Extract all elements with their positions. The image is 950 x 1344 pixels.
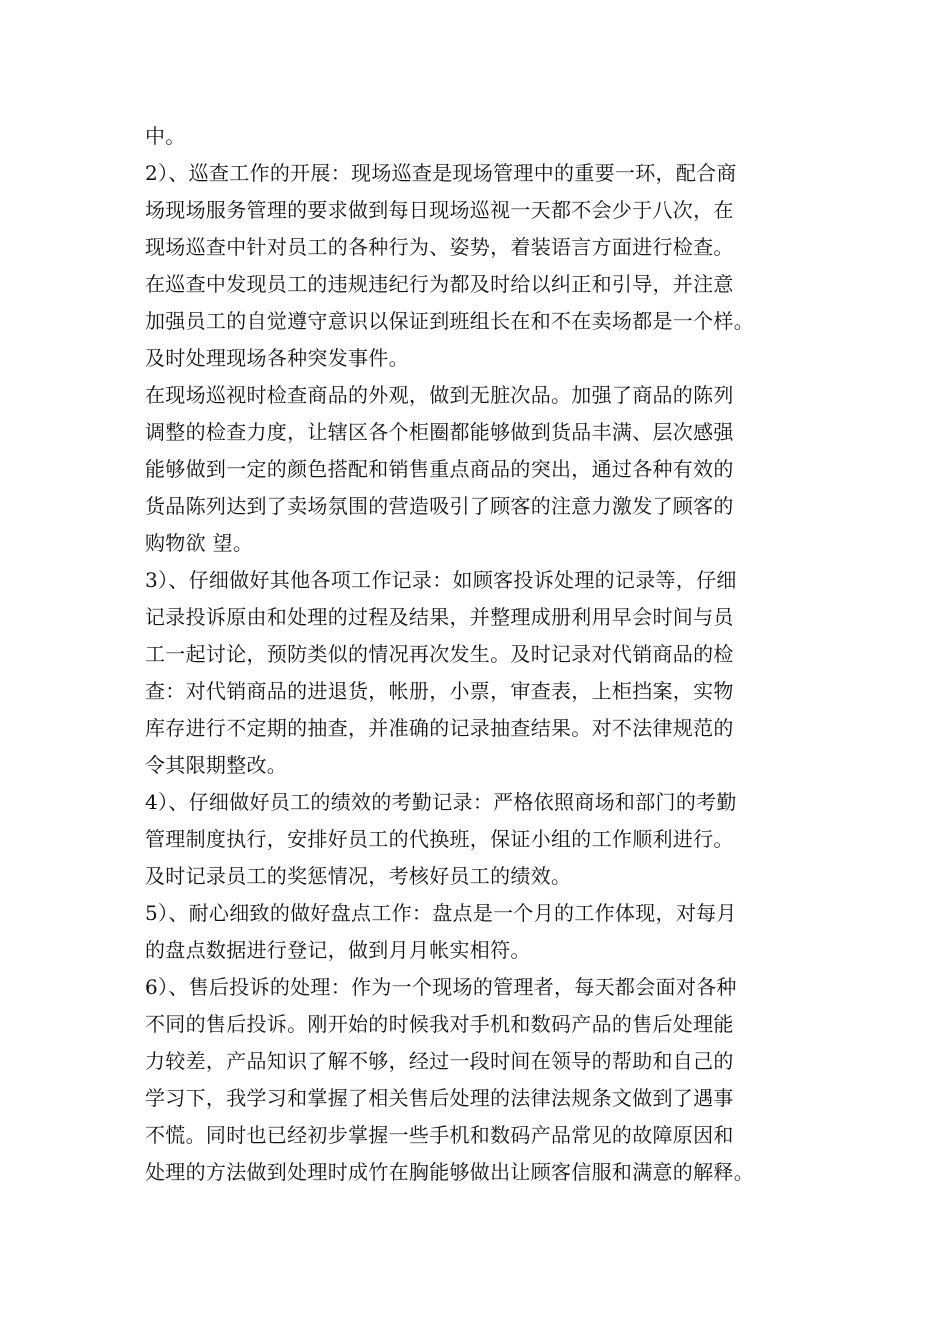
text-line: 4）、仔细做好员工的绩效的考勤记录：严格依照商场和部门的考勤 <box>145 790 737 814</box>
text-line: 货品陈列达到了卖场氛围的营造吸引了顾客的注意力激发了顾客的 <box>145 494 734 518</box>
text-line: 管理制度执行，安排好员工的代换班，保证小组的工作顺利进行。 <box>145 827 734 851</box>
text-line: 3）、仔细做好其他各项工作记录：如顾客投诉处理的记录等，仔细 <box>145 568 737 592</box>
text-line: 工一起讨论，预防类似的情况再次发生。及时记录对代销商品的检 <box>145 642 734 666</box>
document-body <box>145 118 815 1191</box>
text-line: 及时记录员工的奖惩情况，考核好员工的绩效。 <box>145 864 572 888</box>
text-line: 5）、耐心细致的做好盘点工作：盘点是一个月的工作体现，对每月 <box>145 901 737 925</box>
text-line: 学习下，我学习和掌握了相关售后处理的法律法规条文做到了遇事 <box>145 1086 734 1110</box>
text-line: 记录投诉原由和处理的过程及结果，并整理成册利用早会时间与员 <box>145 605 734 629</box>
text-line: 力较差，产品知识了解不够，经过一段时间在领导的帮助和自己的 <box>145 1049 734 1073</box>
text-line: 调整的检查力度，让辖区各个柜圈都能够做到货品丰满、层次感强 <box>145 420 734 444</box>
text-line: 场现场服务管理的要求做到每日现场巡视一天都不会少于八次，在 <box>145 198 734 222</box>
text-line: 现场巡查中针对员工的各种行为、姿势，着装语言方面进行检查。 <box>145 235 734 259</box>
text-line: 中。 <box>145 124 186 148</box>
text-line: 的盘点数据进行登记，做到月月帐实相符。 <box>145 938 531 962</box>
text-line: 购物欲 望。 <box>145 531 254 555</box>
text-line: 加强员工的自觉遵守意识以保证到班组长在和不在卖场都是一个样。 <box>145 309 754 333</box>
text-line: 6）、售后投诉的处理：作为一个现场的管理者，每天都会面对各种 <box>145 975 737 999</box>
text-line: 2）、巡查工作的开展：现场巡查是现场管理中的重要一环，配合商 <box>145 161 737 185</box>
text-line: 查：对代销商品的进退货，帐册，小票，审查表，上柜挡案，实物 <box>145 679 734 703</box>
text-line: 库存进行不定期的抽查，并准确的记录抽查结果。对不法律规范的 <box>145 716 734 740</box>
text-line: 能够做到一定的颜色搭配和销售重点商品的突出，通过各种有效的 <box>145 457 734 481</box>
text-line: 不同的售后投诉。刚开始的时候我对手机和数码产品的售后处理能 <box>145 1012 734 1036</box>
text-line: 处理的方法做到处理时成竹在胸能够做出让顾客信服和满意的解释。 <box>145 1160 754 1184</box>
text-line: 令其限期整改。 <box>145 753 288 777</box>
text-line: 在现场巡视时检查商品的外观，做到无脏次品。加强了商品的陈列 <box>145 383 734 407</box>
text-line: 及时处理现场各种突发事件。 <box>145 346 409 370</box>
text-line: 在巡查中发现员工的违规违纪行为都及时给以纠正和引导，并注意 <box>145 272 734 296</box>
text-line: 不慌。同时也已经初步掌握一些手机和数码产品常见的故障原因和 <box>145 1123 734 1147</box>
